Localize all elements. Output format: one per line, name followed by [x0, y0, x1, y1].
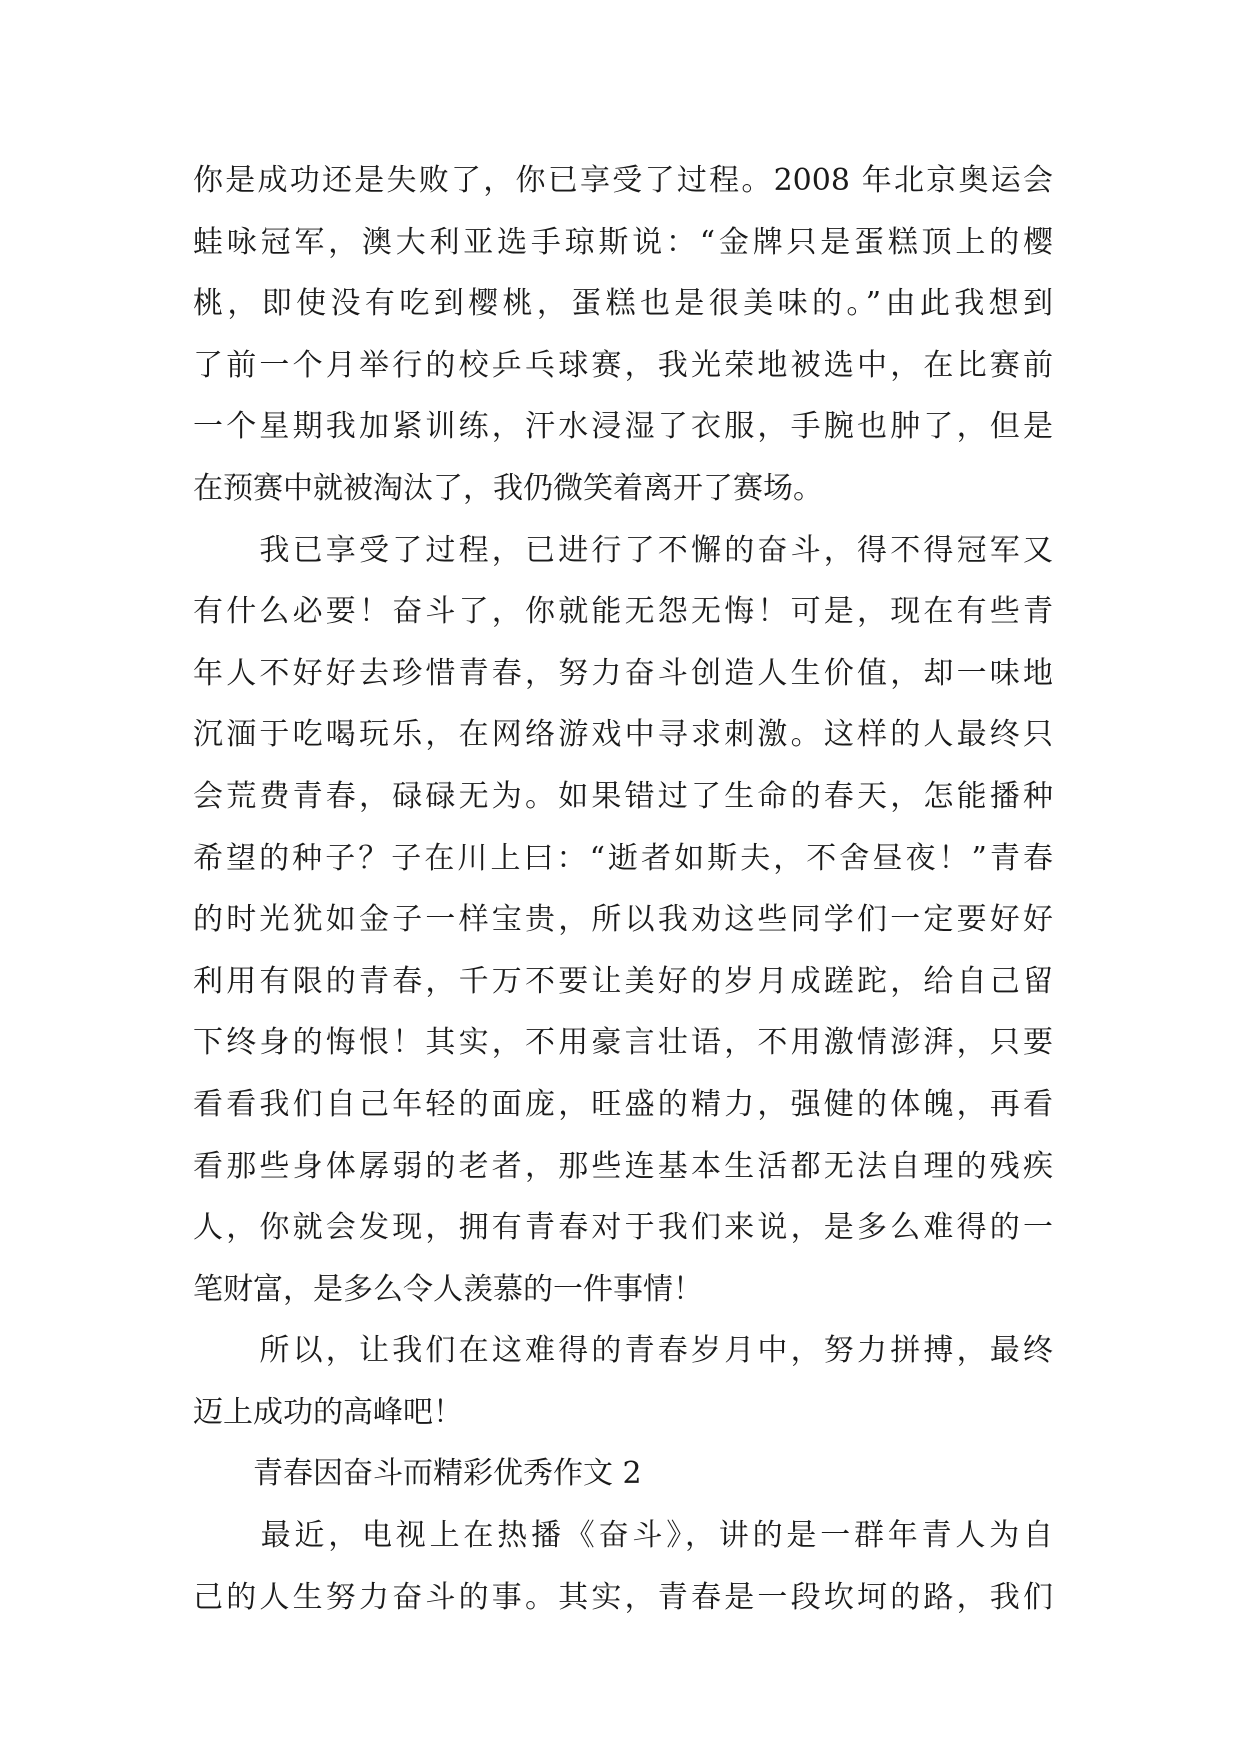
text-line: 看那些身体孱弱的老者，那些连基本生活都无法自理的残疾	[193, 1148, 1053, 1184]
text-line: 沉湎于吃喝玩乐，在网络游戏中寻求刺激。这样的人最终只	[193, 717, 1053, 753]
text-line: 蛙咏冠军，澳大利亚选手琼斯说：“金牌只是蛋糕顶上的樱	[193, 224, 1053, 260]
text-line: 会荒费青春，碌碌无为。如果错过了生命的春天，怎能播种	[193, 778, 1053, 814]
text-line: 有什么必要！奋斗了，你就能无怨无悔！可是，现在有些青	[193, 594, 1053, 630]
text-line: 我已享受了过程，已进行了不懈的奋斗，得不得冠军又	[193, 532, 1053, 568]
text-line: 桃，即使没有吃到樱桃，蛋糕也是很美味的。”由此我想到	[193, 286, 1053, 322]
section-heading: 青春因奋斗而精彩优秀作文 2	[193, 1456, 642, 1492]
text-line: 利用有限的青春，千万不要让美好的岁月成蹉跎，给自己留	[193, 963, 1053, 999]
text-line: 最近，电视上在热播《奋斗》，讲的是一群年青人为自	[193, 1518, 1053, 1554]
text-line: 己的人生努力奋斗的事。其实，青春是一段坎坷的路，我们	[193, 1579, 1053, 1615]
text-line: 希望的种子？子在川上曰：“逝者如斯夫，不舍昼夜！”青春	[193, 840, 1053, 876]
text-line: 笔财富，是多么令人羡慕的一件事情！	[193, 1271, 703, 1307]
essay-body	[193, 150, 1053, 1628]
text-line: 的时光犹如金子一样宝贵，所以我劝这些同学们一定要好好	[193, 902, 1053, 938]
text-line: 所以，让我们在这难得的青春岁月中，努力拼搏，最终	[193, 1333, 1053, 1369]
text-line: 在预赛中就被淘汰了，我仍微笑着离开了赛场。	[193, 470, 823, 506]
text-line: 下终身的悔恨！其实，不用豪言壮语，不用激情澎湃，只要	[193, 1025, 1053, 1061]
text-line: 看看我们自己年轻的面庞，旺盛的精力，强健的体魄，再看	[193, 1086, 1053, 1122]
text-line: 年人不好好去珍惜青春，努力奋斗创造人生价值，却一味地	[193, 655, 1053, 691]
text-line: 一个星期我加紧训练，汗水浸湿了衣服，手腕也肿了，但是	[193, 409, 1053, 445]
text-line: 人，你就会发现，拥有青春对于我们来说，是多么难得的一	[193, 1210, 1053, 1246]
text-line: 了前一个月举行的校乒乓球赛，我光荣地被选中，在比赛前	[193, 347, 1053, 383]
text-line: 迈上成功的高峰吧！	[193, 1394, 463, 1430]
text-line: 你是成功还是失败了，你已享受了过程。2008 年北京奥运会	[193, 163, 1053, 198]
